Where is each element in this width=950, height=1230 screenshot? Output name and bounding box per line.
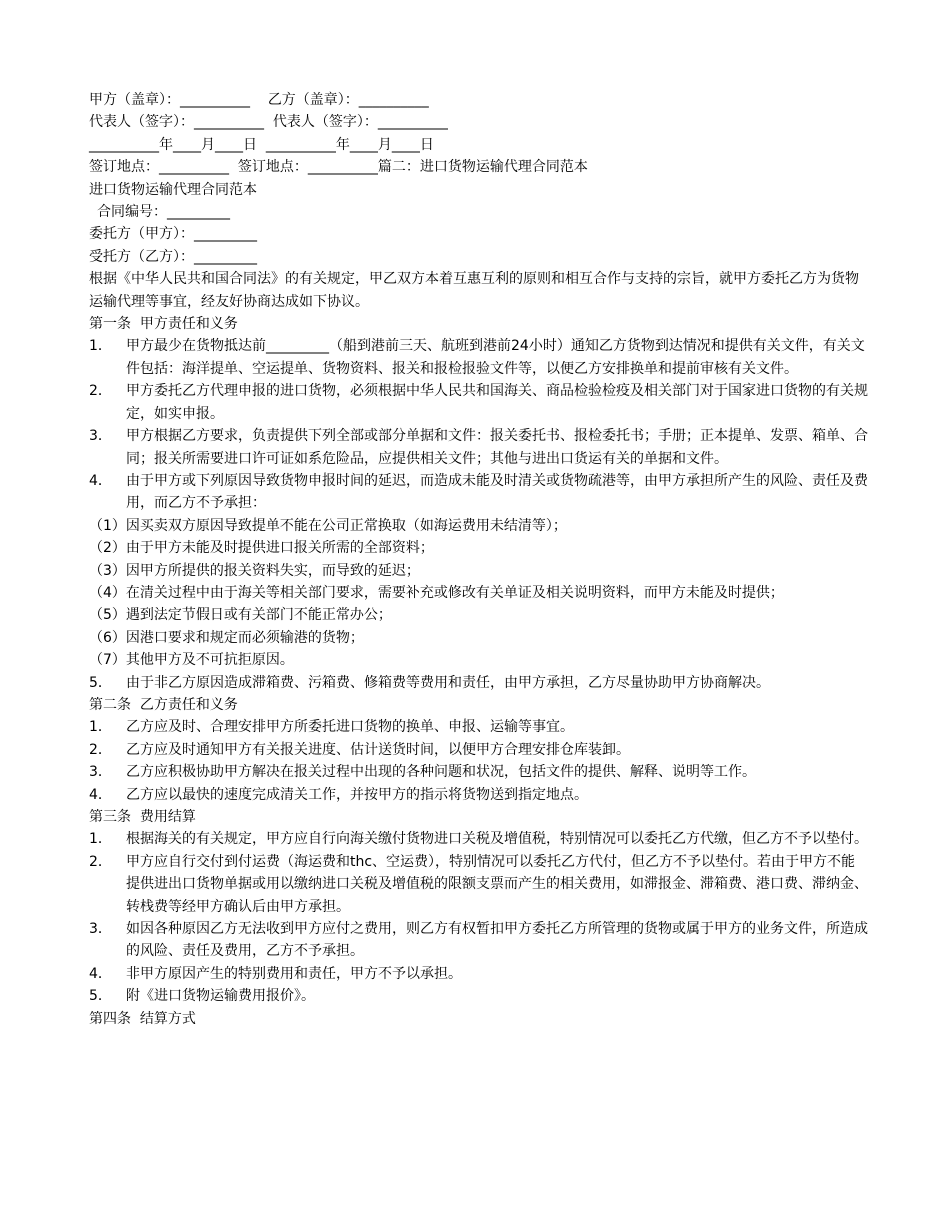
sub-item: （6）因港口要求和规定而必须输港的货物； bbox=[89, 629, 364, 646]
list-item bbox=[89, 784, 869, 806]
item-text: 甲方根据乙方要求，负责提供下列全部或部分单据和文件：报关委托书、报检委托书；手册；正本提单、发票、箱单、合同；报关所需要进口许可证如系危险品，应提供相关文件；其他与进出口货运有关的单据和文件。 bbox=[126, 428, 868, 467]
party-b-date: __________年____月____日 bbox=[265, 136, 434, 153]
party-a-client: 委托方（甲方）：_________ bbox=[89, 226, 257, 243]
list-item bbox=[89, 851, 869, 918]
item-text: 附《进口货物运输费用报价》。 bbox=[126, 988, 315, 1005]
list-item bbox=[89, 918, 869, 963]
item-text: 乙方应及时、合理安排甲方所委托进口货物的换单、申报、运输等事宜。 bbox=[126, 719, 574, 736]
signature-row-4 bbox=[89, 156, 869, 178]
article-2-heading: 第二条 乙方责任和义务 bbox=[89, 696, 238, 713]
list-item bbox=[89, 672, 869, 694]
list-item bbox=[89, 828, 869, 850]
item-text: 甲方最少在货物抵达前_________（船到港前三天、航班到港前24小时）通知乙方货物到达情况和提供有关文件，有关文件包括：海洋提单、空运提单、货物资料、报关和报检报验文件等，以便乙方安排换单和提前审核有关文件。 bbox=[126, 338, 865, 377]
list-item bbox=[89, 425, 869, 470]
sub-item: （4）在清关过程中由于海关等相关部门要求，需要补充或修改有关单证及相关说明资料，而甲方未能及时提供； bbox=[89, 584, 784, 601]
item-text: 甲方应自行交付到付运费（海运费和thc、空运费），特别情况可以委托乙方代付，但乙方不予以垫付。若由于甲方不能提供进出口货物单据或用以缴纳进口关税及增值税的限额支票而产生的相关费用，如滞报金、滞箱费、港口费、滞纳金、转栈费等经甲方确认后由甲方承担。 bbox=[126, 853, 868, 915]
item-number: 1． bbox=[89, 338, 112, 355]
party-b-representative: 代表人（签字）：__________ bbox=[272, 114, 448, 131]
article-1-heading: 第一条 甲方责任和义务 bbox=[89, 316, 238, 333]
signature-row-1 bbox=[89, 89, 869, 111]
sub-item: （2）由于甲方未能及时提供进口报关所需的全部资料； bbox=[89, 540, 434, 557]
item-text: 非甲方原因产生的特别费用和责任，甲方不予以承担。 bbox=[126, 965, 462, 982]
list-item bbox=[89, 335, 869, 380]
party-b-location: 签订地点：__________篇二：进口货物运输代理合同范本 bbox=[237, 159, 588, 176]
item-number: 2． bbox=[89, 383, 112, 400]
party-a-date: __________年____月____日 bbox=[89, 136, 257, 153]
item-number: 3． bbox=[89, 428, 112, 445]
sub-item: （7）其他甲方及不可抗拒原因。 bbox=[89, 652, 294, 669]
party-a-seal: 甲方（盖章）：__________ bbox=[89, 92, 250, 108]
contract-title: 进口货物运输代理合同范本 bbox=[89, 181, 257, 198]
article-3-heading: 第三条 费用结算 bbox=[89, 809, 196, 825]
item-number: 2． bbox=[89, 853, 112, 870]
item-text: 由于非乙方原因造成滞箱费、污箱费、修箱费等费用和责任，由甲方承担，乙方尽量协助甲方协商解决。 bbox=[126, 674, 770, 691]
item-number: 3． bbox=[89, 921, 112, 938]
item-number: 5． bbox=[89, 674, 112, 691]
item-text: 乙方应及时通知甲方有关报关进度、估计送货时间，以便甲方合理安排仓库装卸。 bbox=[126, 741, 630, 758]
preamble: 根据《中华人民共和国合同法》的有关规定，甲乙双方本着互惠互利的原则和相互合作与支持的宗旨，就甲方委托乙方为货物运输代理等事宜，经友好协商达成如下协议。 bbox=[89, 271, 859, 310]
party-b-agent: 受托方（乙方）：_________ bbox=[89, 248, 257, 265]
signature-row-2 bbox=[89, 111, 869, 133]
list-item bbox=[89, 739, 869, 761]
list-item bbox=[89, 985, 869, 1007]
item-text: 乙方应以最快的速度完成清关工作，并按甲方的指示将货物送到指定地点。 bbox=[126, 786, 588, 803]
item-text: 根据海关的有关规定，甲方应自行向海关缴付货物进口关税及增值税，特别情况可以委托乙方代缴，但乙方不予以垫付。 bbox=[126, 831, 868, 848]
party-a-location: 签订地点：__________ bbox=[89, 159, 229, 176]
item-text: 乙方应积极协助甲方解决在报关过程中出现的各种问题和状况，包括文件的提供、解释、说明等工作。 bbox=[126, 764, 756, 781]
item-number: 4． bbox=[89, 965, 112, 982]
item-text: 甲方委托乙方代理申报的进口货物，必须根据中华人民共和国海关、商品检验检疫及相关部门对于国家进口货物的有关规定，如实申报。 bbox=[126, 383, 868, 422]
sub-item: （5）遇到法定节假日或有关部门不能正常办公； bbox=[89, 607, 392, 624]
list-item bbox=[89, 963, 869, 985]
list-item bbox=[89, 761, 869, 783]
item-number: 1． bbox=[89, 719, 112, 736]
item-text: 由于甲方或下列原因导致货物申报时间的延迟，而造成未能及时清关或货物疏港等，由甲方承担所产生的风险、责任及费用，而乙方不予承担： bbox=[126, 472, 868, 512]
item-number: 1． bbox=[89, 831, 112, 848]
list-item bbox=[89, 380, 869, 425]
document-page bbox=[89, 89, 869, 1030]
list-item bbox=[89, 470, 869, 515]
item-number: 4． bbox=[89, 786, 112, 803]
contract-number: 合同编号：_________ bbox=[97, 204, 230, 221]
item-text: 如因各种原因乙方无法收到甲方应付之费用，则乙方有权暂扣甲方委托乙方所管理的货物或属于甲方的业务文件，所造成的风险、责任及费用，乙方不予承担。 bbox=[126, 921, 868, 960]
sub-item: （1）因买卖双方原因导致提单不能在公司正常换取（如海运费用未结清等）； bbox=[89, 517, 567, 534]
item-number: 3． bbox=[89, 764, 112, 781]
list-item bbox=[89, 716, 869, 738]
party-a-representative: 代表人（签字）：__________ bbox=[89, 114, 264, 131]
item-number: 5． bbox=[89, 988, 112, 1005]
sub-item: （3）因甲方所提供的报关资料失实，而导致的延迟； bbox=[89, 562, 420, 579]
signature-row-3 bbox=[89, 134, 869, 156]
article-4-heading: 第四条 结算方式 bbox=[89, 1010, 196, 1027]
item-number: 2． bbox=[89, 741, 112, 758]
item-number: 4． bbox=[89, 472, 112, 489]
party-b-seal: 乙方（盖章）：__________ bbox=[267, 92, 429, 108]
